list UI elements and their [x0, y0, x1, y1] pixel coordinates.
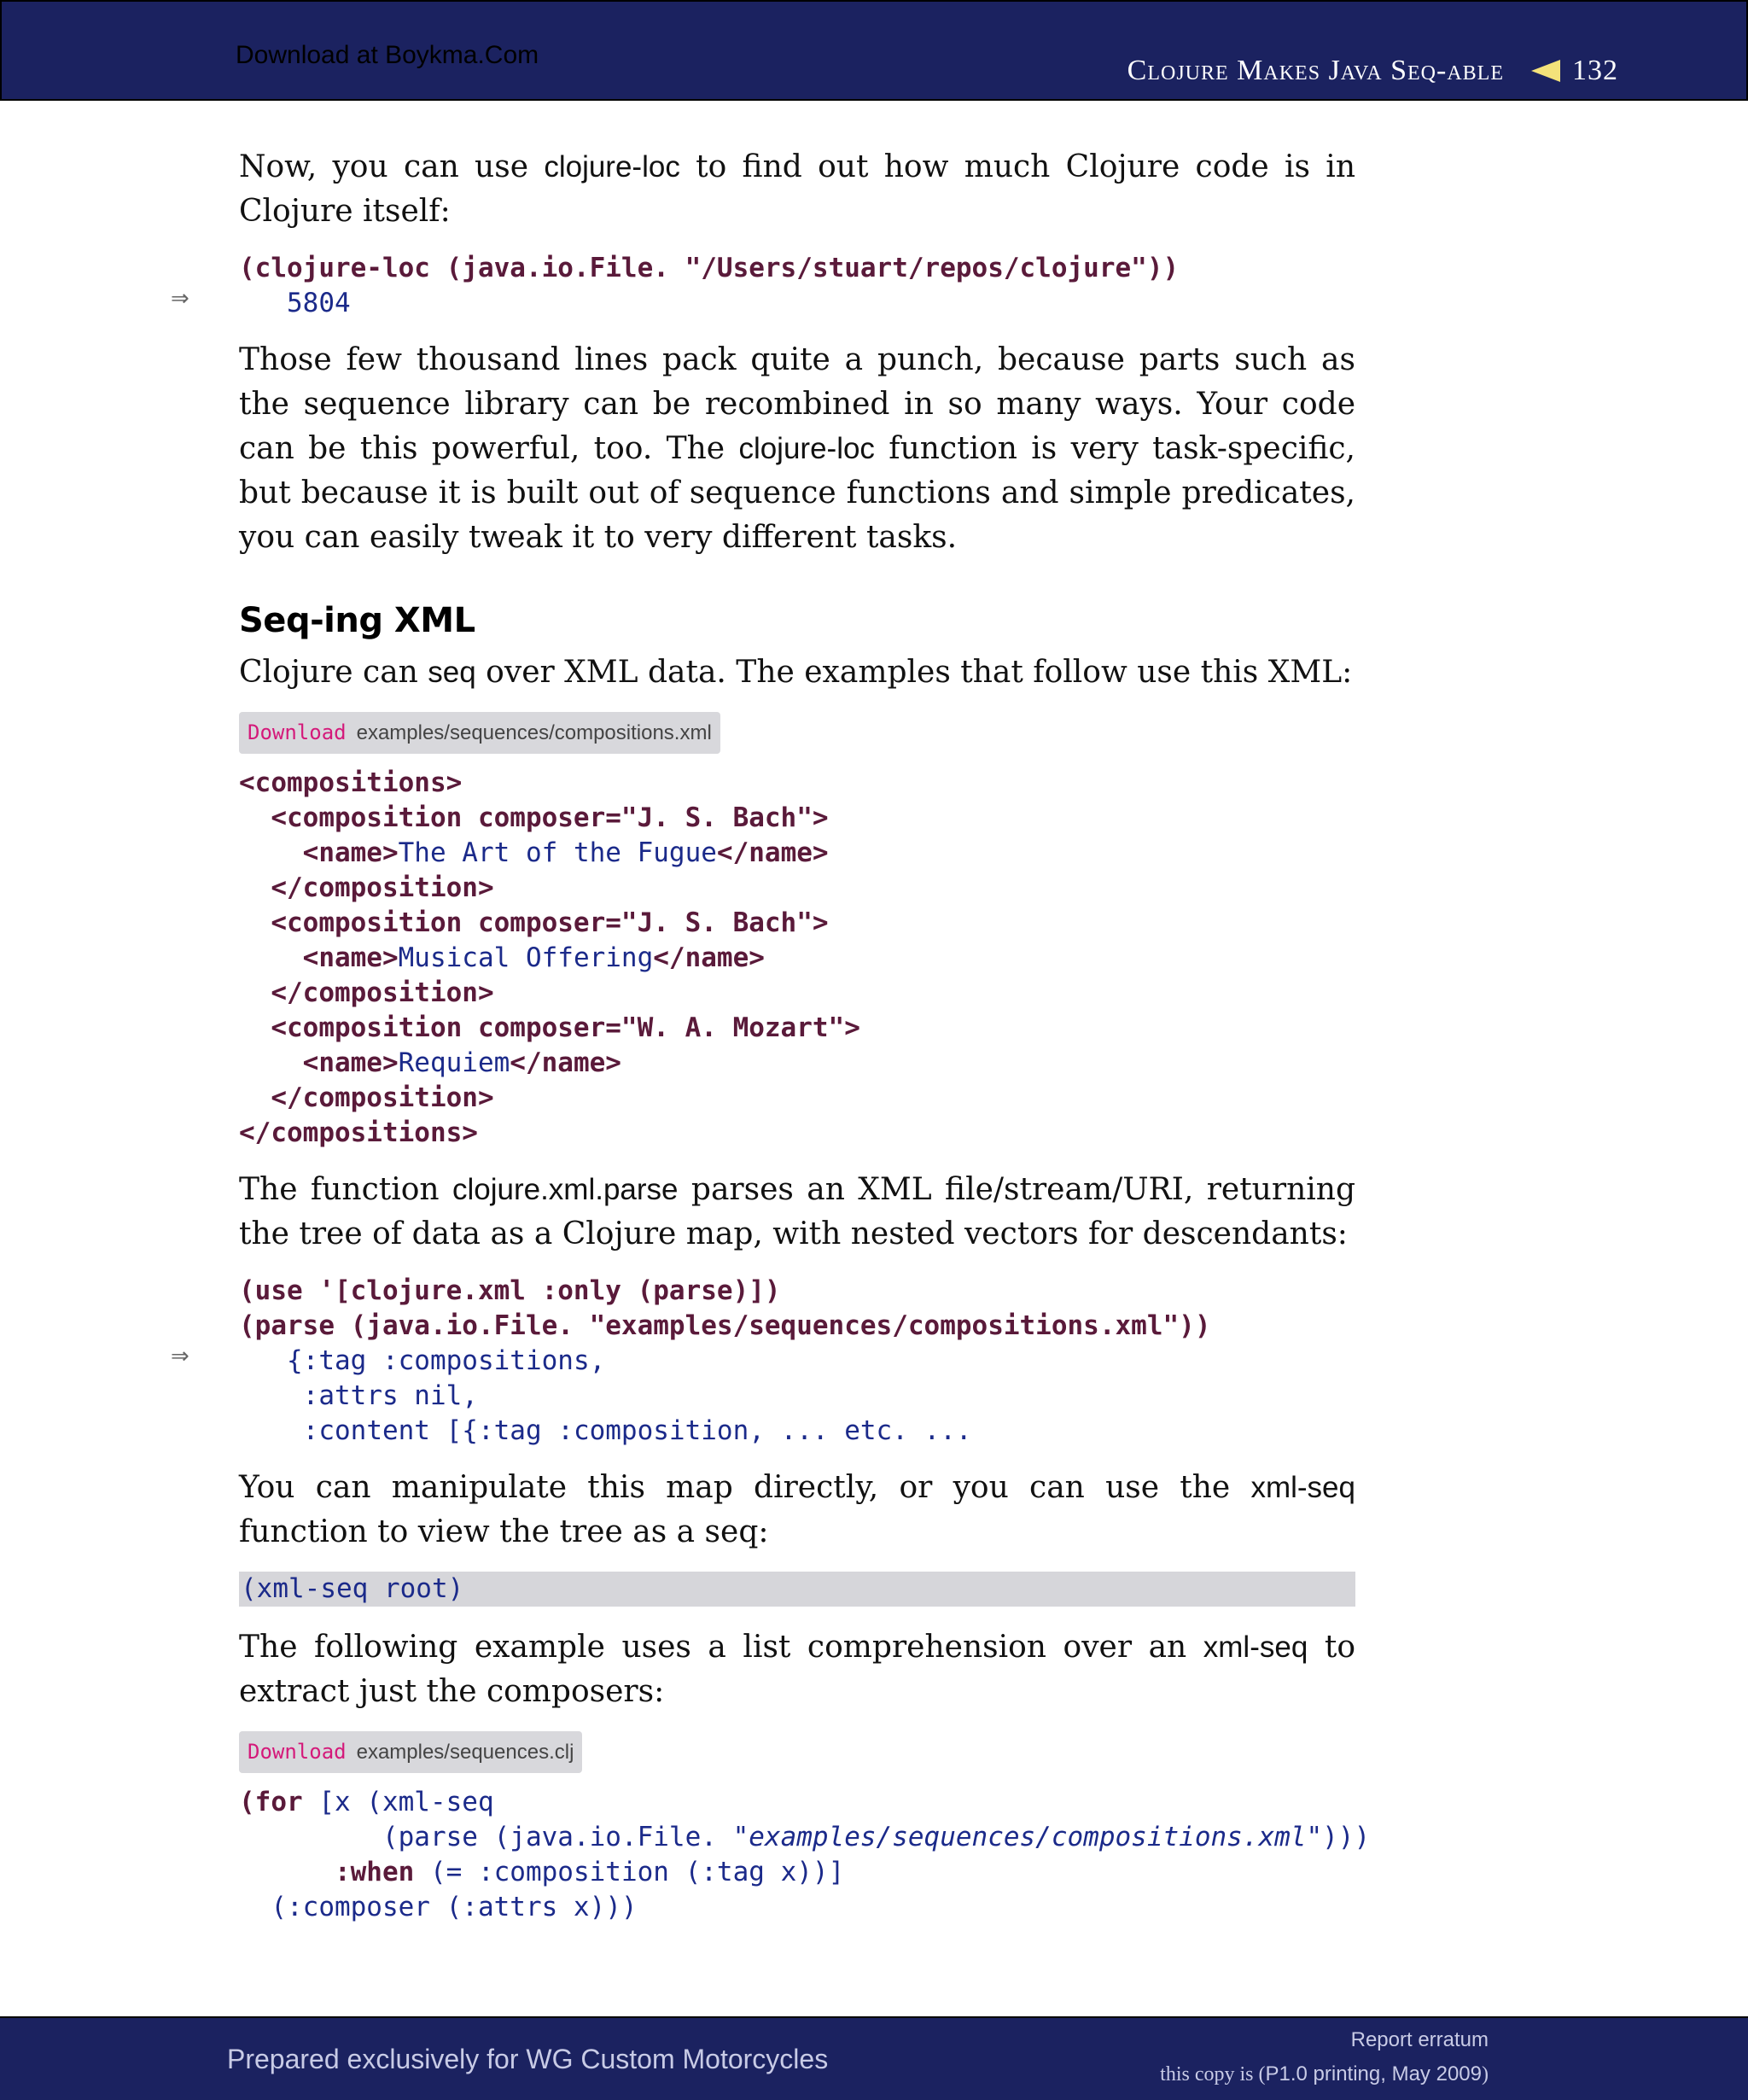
download-label[interactable]: Download	[248, 720, 347, 744]
download-path: examples/sequences/compositions.xml	[356, 721, 712, 744]
text: Now, you can use	[239, 149, 545, 184]
xml-tag: </name>	[716, 837, 829, 868]
xml-listing	[239, 766, 1355, 1151]
xml-line: <composition composer="W. A. Mozart">	[239, 1012, 860, 1043]
page-header	[0, 0, 1748, 101]
chapter-section-title: Clojure Makes Java Seq-able	[1127, 55, 1504, 86]
xml-line: </compositions>	[239, 1117, 478, 1148]
xml-tag: </name>	[653, 942, 765, 973]
xml-line: <composition composer="J. S. Bach">	[239, 907, 829, 938]
result-arrow-icon: ⇒	[171, 286, 189, 312]
result-line: :content [{:tag :composition, ... etc. ...	[287, 1415, 972, 1446]
text: The following example uses a list comprehension over an	[239, 1630, 1203, 1665]
keyword: (for	[239, 1787, 303, 1817]
text: Clojure can	[239, 655, 428, 690]
text: function is very task-specific, but because it is built out of sequence functions and simple predicates, you can easily tweak it to very different tasks.	[239, 431, 1356, 555]
code-text: (parse (java.io.File.	[239, 1822, 733, 1852]
xml-line	[239, 836, 1355, 871]
text: Those few thousand lines pack quite a punch, because parts such as the sequence library can be recombined in so many ways. Your code can be this powerful, too. The	[239, 342, 1355, 466]
text: to extract just the composers:	[239, 1630, 1355, 1709]
download-box-xml	[239, 712, 1355, 754]
back-arrow-icon[interactable]	[1531, 60, 1560, 82]
xml-line: </composition>	[239, 872, 494, 903]
paragraph-6	[239, 1625, 1355, 1714]
code-text: (= :composition (:tag x))]	[414, 1857, 845, 1887]
string-literal: "examples/sequences/compositions.xml"	[732, 1822, 1323, 1852]
xml-line: <compositions>	[239, 767, 463, 798]
text: The function	[239, 1172, 452, 1207]
code-line	[239, 1855, 1355, 1890]
xml-tag: <name>	[239, 942, 399, 973]
result-line: {:tag :compositions,	[287, 1345, 606, 1376]
running-head	[1127, 55, 1618, 87]
xml-line	[239, 1046, 1355, 1081]
inline-code: clojure.xml.parse	[452, 1173, 679, 1206]
result-row	[171, 286, 1355, 321]
code-snippet-bar: (xml-seq root)	[239, 1572, 1355, 1607]
prepared-for-text: Prepared exclusively for WG Custom Motorcycles	[227, 2044, 829, 2074]
code-line: (clojure-loc (java.io.File. "/Users/stuart/repos/clojure"))	[239, 253, 1180, 283]
paragraph-2	[239, 338, 1355, 560]
inline-code: seq	[428, 656, 476, 689]
download-path: examples/sequences.clj	[356, 1741, 574, 1764]
copy-text: this copy is (	[1160, 2063, 1266, 2085]
paragraph-3	[239, 650, 1355, 695]
indent	[239, 1857, 335, 1887]
download-label[interactable]: Download	[248, 1740, 347, 1764]
xml-text: Requiem	[398, 1047, 510, 1078]
page-number: 132	[1572, 55, 1618, 86]
copy-info	[1160, 2062, 1489, 2086]
result-line: :attrs nil,	[287, 1380, 478, 1411]
code-line	[239, 1820, 1371, 1855]
xml-text: Musical Offering	[398, 942, 654, 973]
page-footer	[0, 2016, 1748, 2100]
copy-text: )	[1482, 2063, 1489, 2085]
code-line: (:composer (:attrs x)))	[239, 1892, 638, 1922]
xml-tag: </name>	[510, 1047, 621, 1078]
xml-line	[239, 941, 1355, 976]
download-link[interactable]	[239, 1731, 582, 1773]
text: to find out how much Clojure code is in Clojure itself:	[239, 149, 1356, 229]
text: function to view the tree as a seq:	[239, 1514, 769, 1549]
printing-info: P1.0 printing, May 2009	[1265, 2062, 1482, 2085]
text: You can manipulate this map directly, or you can use the	[239, 1470, 1251, 1505]
report-erratum-link[interactable]: Report erratum	[1350, 2028, 1489, 2051]
inline-code: clojure-loc	[544, 150, 680, 184]
result-arrow-icon: ⇒	[171, 1344, 189, 1369]
text: parses an XML file/stream/URI, returning the tree of data as a Clojure map, with nested vectors for descendants:	[239, 1172, 1355, 1251]
paragraph-5	[239, 1466, 1355, 1555]
xml-line: </composition>	[239, 1082, 494, 1113]
code-text: )))	[1322, 1822, 1371, 1852]
code-line	[239, 1785, 1355, 1820]
code-example-3	[239, 1785, 1371, 1925]
code-text: [x (xml-seq	[302, 1787, 494, 1817]
code-example-1	[171, 251, 1355, 321]
page-content	[171, 145, 1371, 1925]
download-box-clj	[239, 1731, 1355, 1773]
result-value: 5804	[287, 288, 351, 318]
result-row	[171, 1344, 1355, 1379]
inline-code: xml-seq	[1250, 1471, 1355, 1504]
paragraph-1	[239, 145, 1355, 234]
xml-text: The Art of the Fugue	[398, 837, 717, 868]
xml-line: <composition composer="J. S. Bach">	[239, 802, 829, 833]
download-link[interactable]	[239, 712, 720, 754]
paragraph-4	[239, 1168, 1355, 1257]
code-line: (parse (java.io.File. "examples/sequences/compositions.xml"))	[239, 1310, 1211, 1341]
download-site-link[interactable]: Download at Boykma.Com	[236, 41, 539, 69]
inline-code: xml-seq	[1203, 1630, 1308, 1664]
inline-code: clojure-loc	[738, 432, 875, 465]
section-heading: Seq-ing XML	[239, 601, 475, 640]
keyword: :when	[334, 1857, 415, 1887]
code-example-2	[171, 1274, 1355, 1449]
xml-tag: <name>	[239, 837, 399, 868]
code-line: (use '[clojure.xml :only (parse)])	[239, 1275, 781, 1306]
xml-tag: <name>	[239, 1047, 399, 1078]
xml-line: </composition>	[239, 977, 494, 1008]
text: over XML data. The examples that follow use this XML:	[475, 655, 1353, 690]
